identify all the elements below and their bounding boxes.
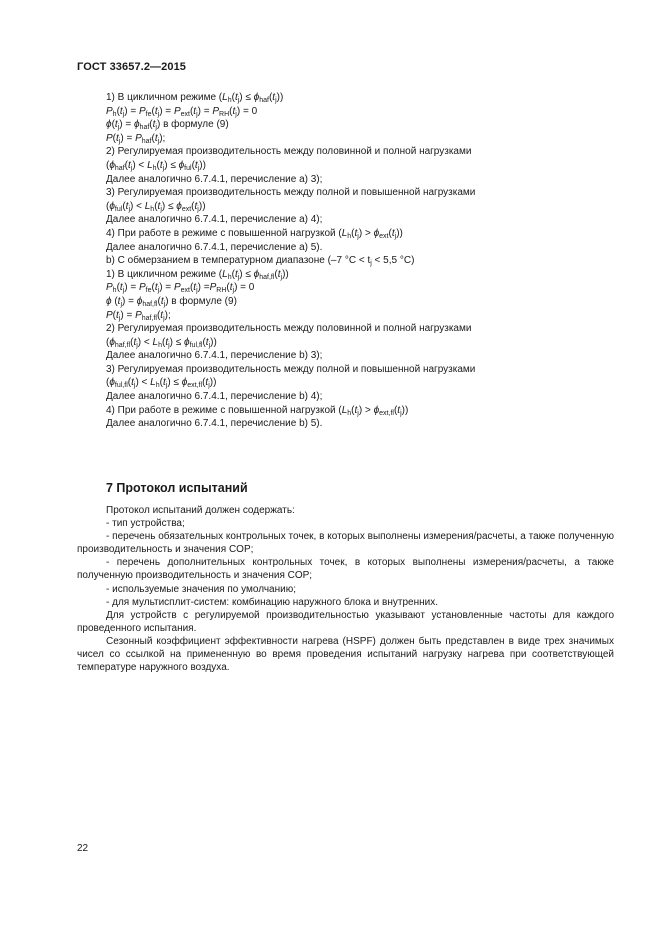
formula-line: $P_h(t_j) = P_{fe}(t_j) = P_{ext}(t_j) =P_{RH}(t_j) = 0$: [106, 282, 255, 295]
list-item: 2) Регулируемая производительность между половинной и полной нагрузками: [106, 323, 472, 335]
section-title: 7 Протокол испытаний: [106, 481, 248, 495]
list-item: Далее аналогично 6.7.4.1, перечисление а) 3);: [106, 173, 323, 185]
list-item: 3) Регулируемая производительность между полной и повышенной нагрузками: [106, 187, 476, 199]
formula-line: $(\phi_{haf,fl}(t_j) < L_h(t_j) \le \phi_{ful,fl}(t_j))$: [106, 336, 217, 349]
list-item: Далее аналогично 6.7.4.1, перечисление b) 5).: [106, 418, 323, 430]
formula-line: $P(t_j) = P_{haf}(t_j)$;: [106, 132, 166, 145]
list-item: 3) Регулируемая производительность между полной и повышенной нагрузками: [106, 363, 476, 375]
protocol-section: [77, 504, 614, 674]
list-item: Далее аналогично 6.7.4.1, перечисление а) 5).: [106, 241, 323, 253]
paragraph: Протокол испытаний должен содержать:: [106, 505, 295, 516]
formula-line: $P(t_j) = P_{haf,fl}(t_j)$;: [106, 309, 171, 322]
list-item: b) С обмерзанием в температурном диапазоне (–7 $^\circ С < t_j < 5,5$ °С): [106, 255, 415, 268]
formula-line: $P_h(t_j) = P_{fe}(t_j) = P_{ext}(t_j) = P_{RH}(t_j) = 0$: [106, 105, 258, 118]
formula-list: [106, 91, 616, 431]
list-item: 4) При работе в режиме с повышенной нагрузкой $(L_h(t_j) > \phi_{ext,fl}(t_j))$: [106, 404, 409, 417]
list-item: Далее аналогично 6.7.4.1, перечисление b) 3);: [106, 350, 323, 362]
list-item: 1) В цикличном режиме $(L_h(t_j) \le \phi_{haf,fl}(t_j))$: [106, 268, 289, 281]
list-item: - используемые значения по умолчанию;: [106, 583, 296, 595]
list-item: Далее аналогично 6.7.4.1, перечисление а) 4);: [106, 214, 323, 226]
list-item: Далее аналогично 6.7.4.1, перечисление b) 4);: [106, 391, 323, 403]
paragraph: Для устройств с регулируемой производительностью указывают установленные частоты для каждого проведенного испытания.: [77, 609, 614, 634]
list-item: - перечень дополнительных контрольных точек, в которых выполнены измерения/расчеты, а также полученную производительность и значения COP;: [77, 557, 614, 582]
formula-line: $(\phi_{haf}(t_j) < L_h(t_j) \le \phi_{ful}(t_j))$: [106, 159, 206, 172]
formula-line: ϕ $(t_j) = \phi_{haf,fl}(t_j)$ в формуле (9): [106, 295, 237, 308]
paragraph: Сезонный коэффициент эффективности нагрева (HSPF) должен быть представлен в виде трех значимых чисел со ссылкой на примененную во время проведения испытаний нагрузку нагрева при соответствующей температуре наружного воздуха.: [77, 635, 614, 674]
formula-line: $(\phi_{ful,fl}(t_j) < L_h(t_j) \le \phi_{ext,fl}(t_j))$: [106, 377, 217, 390]
list-item: - тип устройства;: [106, 518, 185, 530]
list-item: 4) При работе в режиме с повышенной нагрузкой $(L_h(t_j) > \phi_{ext}(t_j))$: [106, 227, 403, 240]
list-item: 1) В цикличном режиме $(L_h(t_j) \le \phi_{haf}(t_j))$: [106, 92, 284, 104]
list-item: - перечень обязательных контрольных точек, в которых выполнены измерения/расчеты, а также полученную производительность и значения COP;: [77, 531, 614, 556]
formula-line: $\phi(t_j) = \phi_{haf}(t_j)$ в формуле (9): [106, 119, 229, 132]
list-item: 2) Регулируемая производительность между половинной и полной нагрузками: [106, 146, 472, 158]
document-header: ГОСТ 33657.2—2015: [77, 61, 187, 73]
page-number: 22: [77, 843, 89, 854]
list-item: - для мультисплит-систем: комбинацию наружного блока и внутренних.: [106, 596, 438, 608]
formula-line: $(\phi_{ful}(t_j) < L_h(t_j) \le \phi_{ext}(t_j))$: [106, 200, 206, 213]
